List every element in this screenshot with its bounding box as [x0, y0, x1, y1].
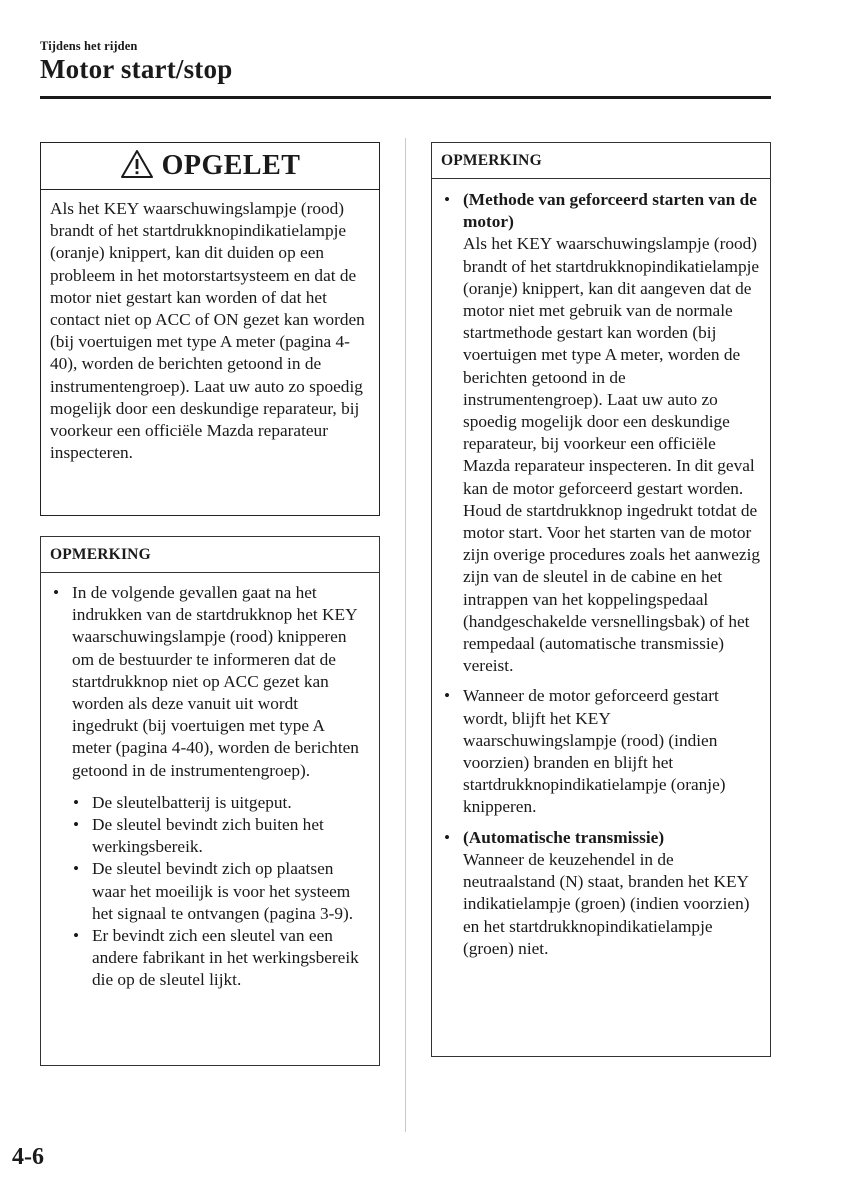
caution-header — [41, 143, 379, 190]
section-label: Tijdens het rijden — [40, 39, 138, 53]
page-title: Motor start/stop — [40, 54, 233, 84]
note-title: OPMERKING — [432, 143, 770, 179]
caution-box — [40, 142, 380, 516]
item-text: Wanneer de keuzehendel in de neutraalstand (N) staat, branden het KEY indikatielampje (groen) (indien voorzien) en het startdrukknopindikatielampje (groen) niet. — [463, 849, 750, 958]
item-heading: • (Methode van geforceerd starten van de motor) — [463, 190, 757, 232]
item-heading: • (Automatische transmissie) — [463, 827, 665, 847]
column-divider — [405, 138, 406, 1132]
item-text: Als het KEY waarschuwingslampje (rood) brandt of het startdrukknopindikatielampje (oranje) knippert, kan dit aangeven dat de motor niet met gebruik van de normale startmethode gestart kan worden (bij voertuigen met type A meter, worden de berichten getoond in de instrumentengroep). Laat uw auto zo spoedig mogelijk door een deskundige reparateur, bij voorkeur een officiële Mazda reparateur inspecteren. In dit geval kan de motor geforceerd gestart worden. Houd de startdrukknop ingedrukt totdat de motor start. Voor het starten van de motor zijn overige procedures zoals het aanwezig zijn van de sleutel in de cabine en het intrappen van het koppelingspedaal (handgeschakelde versnellingsbak) of het rempedaal (automatische transmissie) vereist. — [463, 234, 761, 676]
warning-triangle-icon — [120, 149, 154, 184]
sub-list-item: • De sleutelbatterij is uitgeput. — [72, 792, 367, 814]
sub-list-item: • De sleutel bevindt zich op plaatsen waar het moeilijk is voor het systeem het signaal te ontvangen (pagina 3-9). — [72, 858, 367, 925]
list-item — [72, 582, 367, 992]
note-bullet-text: In de volgende gevallen gaat na het indrukken van de startdrukknop het KEY waarschuwingslampje (rood) knipperen om de bestuurder te informeren dat de startdrukknop niet op ACC gezet kan worden als deze vanuit uit wordt ingedrukt (bij voertuigen met type A meter (pagina 4-40), worden de berichten getoond in de instrumentengroep). — [72, 583, 359, 780]
note-title: OPMERKING — [41, 537, 379, 573]
caution-text: Als het KEY waarschuwingslampje (rood) brandt of het startdrukknopindikatielampje (oranje) knippert, kan dit duiden op een probleem in het motorstartsysteem en dat de motor niet gestart kan worden of dat het contact niet op ACC of ON gezet kan worden (bij voertuigen met type A meter (pagina 4-40), worden de berichten getoond in de instrumentengroep). Laat uw auto zo spoedig mogelijk door een deskundige reparateur, bij voorkeur een officiële Mazda reparateur inspecteren. — [50, 199, 365, 463]
list-item — [463, 685, 760, 818]
list-item — [463, 827, 760, 960]
caution-title: OPGELET — [161, 150, 301, 181]
item-text: • Wanneer de motor geforceerd gestart wordt, blijft het KEY waarschuwingslampje (rood) (indien voorzien) branden en blijft het startdrukknopindikatielampje (oranje) knipperen. — [463, 686, 726, 817]
note-box-left — [40, 536, 380, 1066]
list-item — [463, 189, 760, 677]
sub-list-item: • Er bevindt zich een sleutel van een andere fabrikant in het werkingsbereik die op de sleutel lijkt. — [72, 925, 367, 992]
title-rule — [40, 96, 771, 99]
sub-list-item: • De sleutel bevindt zich buiten het werkingsbereik. — [72, 814, 367, 858]
note-box-right — [431, 142, 771, 1057]
page-number: 4-6 — [12, 1144, 44, 1170]
